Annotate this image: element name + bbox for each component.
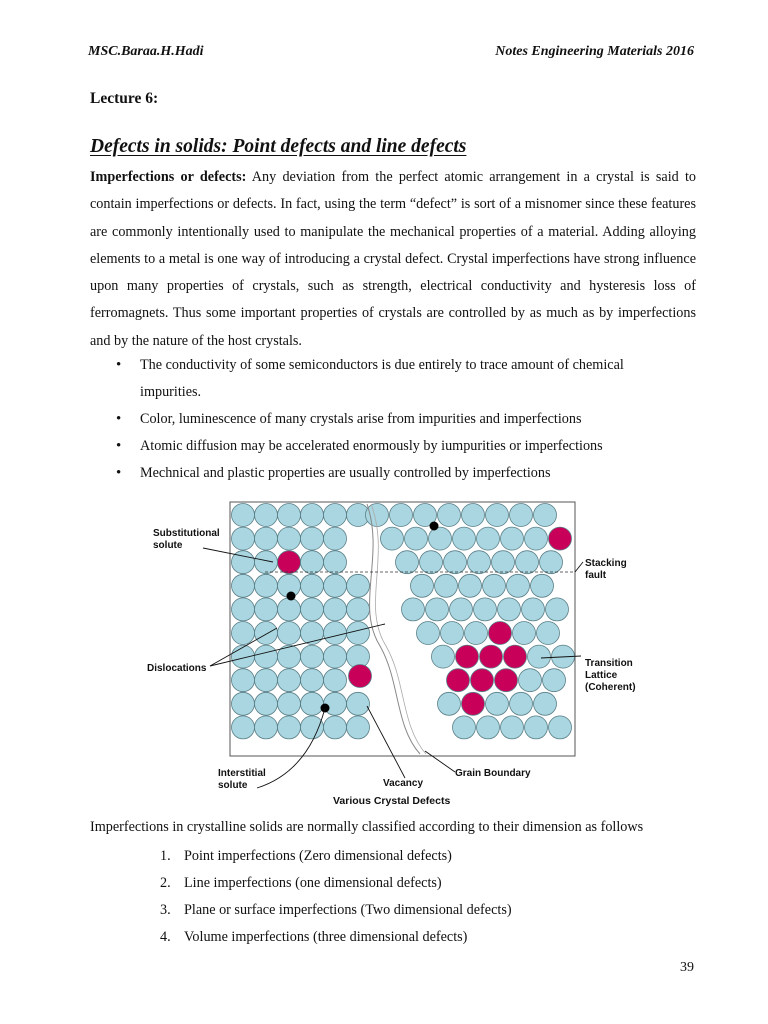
atom — [390, 504, 413, 527]
lecture-heading: Lecture 6: — [90, 90, 159, 107]
crystal-defects-figure — [145, 496, 645, 812]
atom — [474, 598, 497, 621]
atom — [462, 504, 485, 527]
atom — [232, 692, 255, 715]
atom — [301, 551, 324, 574]
list-item: • Atomic diffusion may be accelerated enormously by iumpurities or imperfections — [114, 433, 684, 460]
atom — [347, 574, 370, 597]
atom — [301, 574, 324, 597]
atom — [510, 504, 533, 527]
atom — [232, 598, 255, 621]
label-transition-2: Lattice — [585, 670, 618, 681]
atom — [301, 622, 324, 645]
atom — [278, 669, 301, 692]
atom — [486, 504, 509, 527]
atom — [522, 598, 545, 621]
label-interstitial-2: solute — [218, 780, 248, 791]
atom — [510, 692, 533, 715]
bullet-list — [114, 352, 684, 487]
atom — [278, 622, 301, 645]
atom — [435, 574, 458, 597]
atom — [347, 598, 370, 621]
atom — [232, 527, 255, 550]
atom — [444, 551, 467, 574]
atom — [301, 669, 324, 692]
atom — [255, 622, 278, 645]
atom — [498, 598, 521, 621]
atom — [301, 716, 324, 739]
header-course: Notes Engineering Materials 2016 — [495, 44, 694, 59]
paragraph-lead: Imperfections or defects: — [90, 169, 247, 185]
impurity-atom — [504, 645, 527, 668]
atom — [507, 574, 530, 597]
list-item — [160, 924, 512, 951]
impurity-atom — [549, 527, 572, 550]
interstitial-atom — [287, 592, 296, 601]
atom — [324, 504, 347, 527]
atom — [405, 527, 428, 550]
atom — [324, 551, 347, 574]
atom — [402, 598, 425, 621]
atom — [549, 716, 572, 739]
label-grain-boundary: Grain Boundary — [455, 768, 531, 779]
classification-intro: Imperfections in crystalline solids are normally classified according to their dimension as follows — [90, 819, 644, 835]
figure-caption: Various Crystal Defects — [333, 795, 451, 807]
atom — [516, 551, 539, 574]
list-item — [160, 870, 512, 897]
atom — [525, 527, 548, 550]
atom — [255, 574, 278, 597]
atom — [453, 716, 476, 739]
atom — [301, 504, 324, 527]
label-stacking-2: fault — [585, 570, 607, 581]
atom — [347, 692, 370, 715]
atom — [537, 622, 560, 645]
item-text: Volume imperfections (three dimensional defects) — [184, 929, 468, 945]
impurity-atom — [456, 645, 479, 668]
impurity-atom — [480, 645, 503, 668]
atom — [426, 598, 449, 621]
atom — [347, 716, 370, 739]
substitutional-atom — [349, 665, 372, 688]
item-number: 1. — [160, 848, 171, 864]
impurity-atom — [489, 622, 512, 645]
atom — [255, 551, 278, 574]
atom — [525, 716, 548, 739]
atom — [366, 504, 389, 527]
atom — [324, 574, 347, 597]
atom — [255, 504, 278, 527]
atom — [381, 527, 404, 550]
item-text: Plane or surface imperfections (Two dimensional defects) — [184, 902, 512, 918]
atom — [453, 527, 476, 550]
paragraph-text: Any deviation from the perfect atomic arrangement in a crystal is said to contain imperfections or defects. In fact, using the term “defect” is sort of a misnomer since these features are commonly intentionally used to manipulate the mechanical properties of a material. Adding alloying elements to a metal is one way of introducing a crystal defect. Crystal imperfections have strong influence upon many properties of crystals, such as strength, electrical conductivity and hysteresis loss of ferromagnets. Thus some important properties of crystals are controlled by as much as by imperfections and by the nature of the host crystals. — [90, 169, 696, 349]
atom — [324, 669, 347, 692]
header-author: MSC.Baraa.H.Hadi — [88, 44, 204, 59]
substitutional-atom — [278, 551, 301, 574]
atom — [301, 598, 324, 621]
atom — [324, 622, 347, 645]
crystal-defects-diagram — [145, 496, 645, 812]
atom — [278, 692, 301, 715]
stacking-fault-pointer — [575, 562, 583, 572]
atom — [255, 527, 278, 550]
atom — [255, 645, 278, 668]
atom — [278, 504, 301, 527]
atom — [450, 598, 473, 621]
atom — [255, 669, 278, 692]
atom — [278, 598, 301, 621]
classification-list — [160, 843, 512, 951]
label-interstitial: Interstitial — [218, 768, 266, 779]
atom — [301, 692, 324, 715]
atom — [396, 551, 419, 574]
atom — [534, 504, 557, 527]
atom — [301, 645, 324, 668]
interstitial-atom — [430, 522, 439, 531]
atom — [486, 692, 509, 715]
atom — [477, 527, 500, 550]
atom — [540, 551, 563, 574]
atom — [347, 622, 370, 645]
atom — [468, 551, 491, 574]
atom — [420, 551, 443, 574]
atom — [534, 692, 557, 715]
label-substitutional-2: solute — [153, 540, 183, 551]
label-transition: Transition — [585, 658, 633, 669]
item-number: 4. — [160, 929, 171, 945]
label-transition-3: (Coherent) — [585, 682, 636, 693]
atom — [477, 716, 500, 739]
label-dislocations: Dislocations — [147, 663, 207, 674]
atom — [232, 504, 255, 527]
atom — [441, 622, 464, 645]
list-item: • Color, luminescence of many crystals arise from impurities and imperfections — [114, 406, 684, 433]
list-item — [160, 897, 512, 924]
atom — [255, 716, 278, 739]
page-title: Defects in solids: Point defects and line defects — [90, 136, 467, 157]
atom — [543, 669, 566, 692]
atom — [513, 622, 536, 645]
atom — [324, 716, 347, 739]
atom — [519, 669, 542, 692]
atom — [438, 504, 461, 527]
atom — [232, 716, 255, 739]
impurity-atom — [471, 669, 494, 692]
atom — [483, 574, 506, 597]
atom — [324, 598, 347, 621]
item-number: 3. — [160, 902, 171, 918]
atom — [324, 527, 347, 550]
atom — [232, 574, 255, 597]
atom — [232, 622, 255, 645]
list-item — [160, 843, 512, 870]
atom — [417, 622, 440, 645]
atom — [255, 692, 278, 715]
impurity-atom — [462, 692, 485, 715]
atom — [324, 645, 347, 668]
atom — [432, 645, 455, 668]
atom — [501, 716, 524, 739]
page-number: 39 — [680, 960, 694, 975]
atom — [411, 574, 434, 597]
atom — [531, 574, 554, 597]
label-substitutional: Substitutional — [153, 528, 220, 539]
item-text: Point imperfections (Zero dimensional defects) — [184, 848, 452, 864]
label-stacking: Stacking — [585, 558, 627, 569]
list-item: • Mechnical and plastic properties are usually controlled by imperfections — [114, 460, 684, 487]
atom — [278, 527, 301, 550]
atom — [429, 527, 452, 550]
item-number: 2. — [160, 875, 171, 891]
atom — [528, 645, 551, 668]
atom — [232, 669, 255, 692]
atom — [459, 574, 482, 597]
atom — [492, 551, 515, 574]
item-text: Line imperfections (one dimensional defects) — [184, 875, 442, 891]
atom — [438, 692, 461, 715]
label-vacancy: Vacancy — [383, 778, 424, 789]
atom — [301, 527, 324, 550]
impurity-atom — [447, 669, 470, 692]
atom — [278, 716, 301, 739]
atom — [501, 527, 524, 550]
intro-paragraph — [90, 164, 696, 355]
impurity-atom — [495, 669, 518, 692]
atom — [546, 598, 569, 621]
atom — [465, 622, 488, 645]
list-item: • The conductivity of some semiconductors is due entirely to trace amount of chemical impurities. — [114, 352, 684, 406]
atom — [255, 598, 278, 621]
